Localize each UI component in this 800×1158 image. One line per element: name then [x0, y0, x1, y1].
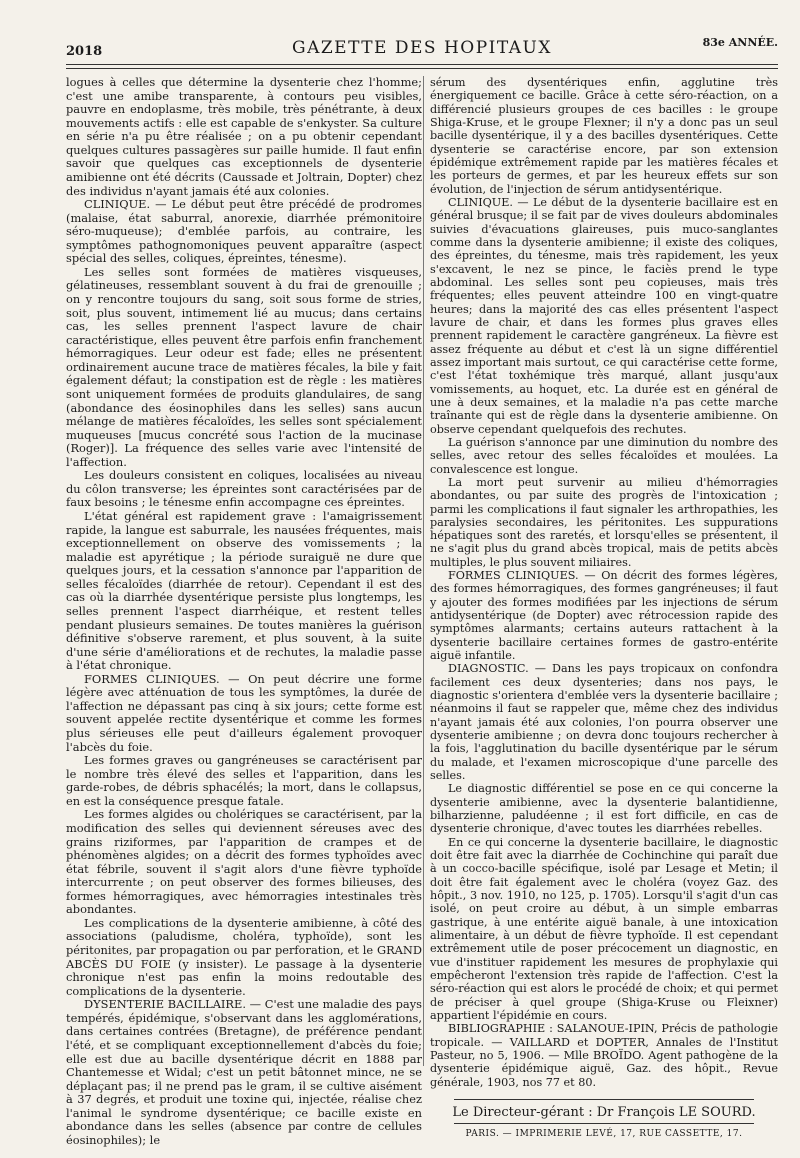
- left-column: [66, 76, 422, 1147]
- paragraph: La mort peut survenir au milieu d'hémorragies abondantes, ou par suite des progrès de l'intoxication ; parmi les complications il faut signaler les arthropathies, les paralysies secondaires, les péritonites. Les suppurations hépatiques sont des raretés, et lorsqu'elles se présentent, il ne s'agit plus du grand abcès tropical, mais de petits abcès multiples, le plus souvent miliaires.: [430, 475, 778, 569]
- paragraph: CLINIQUE. — Le début de la dysenterie bacillaire est en général brusque; il se fait par de vives douleurs abdominales suivies d'évacuations glaireuses, puis muco-sanglantes comme dans la dysenterie amibienne; il existe des coliques, des épreintes, du ténesme, mais très rapidement, les yeux s'excavent, le nez se pince, le faciès prend le type abdominal. Les selles sont peu copieuses, mais très fréquentes; elles peuvent atteindre 100 en vingt-quatre heures; dans la majorité des cas elles présentent l'aspect lavure de chair, et dans les formes plus graves elles prennent rapidement le caractère gangréneux. La fièvre est assez fréquente au début et c'est là un signe différentiel assez important mais surtout, ce qui caractérise cette forme, c'est l'état toxhémique très marqué, allant jusqu'aux vomissements, au hoquet, etc. La durée est en général de une à deux semaines, et la maladie n'a pas cette marche traînante qui est de règle dans la dysenterie amibienne. On observe cependant quelquefois des rechutes.: [430, 195, 778, 436]
- paragraph: FORMES CLINIQUES. — On décrit des formes légères, des formes hémorragiques, des formes gangréneuses; il faut y ajouter des formes modifiées par les injections de sérum antidysentérique (de Dopter) avec rétrocession rapide des symptômes alarmants; certains auteurs rattachent à la dysenterie bacillaire certaines formes de gastro-entérite aiguë infantile.: [430, 569, 778, 663]
- column-divider: [423, 76, 424, 1066]
- header-rule-bottom: [66, 68, 778, 69]
- paragraph: Le diagnostic différentiel se pose en ce qui concerne la dysenterie amibienne, avec la dysenterie balantidienne, bilharzienne, paludéenne ; il est fort difficile, en cas de dysenterie chronique, d'avec toutes les diarrhées rebelles.: [430, 782, 778, 836]
- journal-title: GAZETTE DES HOPITAUX: [291, 38, 552, 58]
- paragraph: En ce qui concerne la dysenterie bacillaire, le diagnostic doit être fait avec la diarrhée de Cochinchine qui paraît due à un cocco-bacille spécifique, isolé par Lesage et Metin; il doit être fait également avec le choléra (voyez Gaz. des hôpit., 3 nov. 1910, no 125, p. 1705). Lorsqu'il s'agit d'un cas isolé, on peut croire au début, à un simple embarras gastrique, à une entérite aiguë banale, à une intoxication alimentaire, à un début de fièvre typhoïde. Il est cependant extrêmement utile de poser précocement un diagnostic, en vue d'instituer rapidement les mesures de prophylaxie qui empêcheront l'extension très rapide de l'affection. C'est la séro-réaction qui est alors le procédé de choix; et qui permet de préciser à quel groupe (Shiga-Kruse ou Fleixner) appartient l'épidémie en cours.: [430, 835, 778, 1022]
- page-number: 2018: [66, 44, 103, 59]
- paragraph: Les formes algides ou cholériques se caractérisent, par la modification des selles qui deviennent séreuses avec des grains riziformes, par l'apparition de crampes et de phénomènes algides; on a décrit des formes typhoïdes avec état fébrile, souvent il s'agit alors d'une fièvre typhoïde intercurrente ; on peut observer des formes bilieuses, des formes hémorragiques, avec hémorragies intestinales très abondantes.: [66, 807, 422, 917]
- paragraph: L'état général est rapidement grave : l'amaigrissement rapide, la langue est saburrale, les nausées fréquentes, mais exceptionnellement on observe des vomissements ; la maladie est apyrétique ; la période suraiguë ne dure que quelques jours, et la cessation s'annonce par l'apparition de selles fécaloïdes (diarrhée de retour). Cependant il est des cas où la diarrhée dysentérique persiste plus longtemps, les selles prennent l'aspect diarrhéique, et restent telles pendant plusieurs semaines. De toutes manières la guérison définitive s'observe rarement, et plus souvent, à la suite d'une série d'améliorations et de rechutes, la maladie passe à l'état chronique.: [66, 509, 422, 673]
- right-column: [430, 76, 778, 1142]
- paragraph: CLINIQUE. — Le début peut être précédé de prodromes (malaise, état saburral, anorexie, diarrhée prémonitoire séro-muqueuse); d'emblée parfois, au contraire, les symptômes pathognomoniques peuvent apparaître (aspect spécial des selles, coliques, épreintes, ténesme).: [66, 197, 422, 266]
- paragraph: Les douleurs consistent en coliques, localisées au niveau du côlon transverse; les épreintes sont caractérisées par de faux besoins ; le ténesme enfin accompagne ces épreintes.: [66, 468, 422, 510]
- paragraph: Les complications de la dysenterie amibienne, à côté des associations (paludisme, choléra, typhoïde), sont les péritonites, par propagation ou par perforation, et le GRAND ABCÈS DU FOIE (y insister). Le passage à la dysenterie chronique n'est pas enfin la moins redoutable des complications de la dysenterie.: [66, 915, 422, 998]
- paragraph: Les formes graves ou gangréneuses se caractérisent par le nombre très élevé des selles et l'apparition, dans les garde-robes, de débris sphacélés; la mort, dans le collapsus, en est la conséquence presque fatale.: [66, 753, 422, 808]
- header-rule-top: [66, 64, 778, 65]
- signature-rule-bottom: [454, 1123, 754, 1124]
- paragraph: DIAGNOSTIC. — Dans les pays tropicaux on confondra facilement ces deux dysenteries; dans nos pays, le diagnostic s'orientera d'emblée vers la dysenterie bacillaire ; néanmoins il faut se rappeler que, même chez des individus n'ayant jamais été aux colonies, l'on pourra observer une dysenterie amibienne ; on devra donc toujours rechercher à la fois, l'agglutination du bacille dysentérique par le sérum du malade, et l'examen microscopique d'une parcelle des selles.: [430, 662, 778, 783]
- paragraph: FORMES CLINIQUES. — On peut décrire une forme légère avec atténuation de tous les symptômes, la durée de l'affection ne dépassant pas cinq à six jours; cette forme est souvent appelée rectite dysentérique et comme les formes plus sérieuses elle peut d'ailleurs également provoquer l'abcès du foie.: [66, 671, 422, 754]
- paragraph: sérum des dysentériques enfin, agglutine très énergiquement ce bacille. Grâce à cette séro-réaction, on a différencié plusieurs groupes de ces bacilles : le groupe Shiga-Kruse, et le groupe Flexner; il n'y a donc pas un seul bacille dysentérique, il y a des bacilles dysentériques. Cette dysenterie se caractérise encore, par son extension épidémique extrêmement rapide par les matières fécales et les porteurs de germes, et par les heureux effets sur son évolution, de l'injection de sérum antidysentérique.: [430, 76, 778, 196]
- bibliography: BIBLIOGRAPHIE : SALANOUE-IPIN, Précis de pathologie tropicale. — VAILLARD et DOPTER, Annales de l'Institut Pasteur, no 5, 1906. — Mlle BROÏDO. Agent pathogène de la dysenterie épidémique aiguë, Gaz. des hôpit., Revue générale, 1903, nos 77 et 80.: [430, 1022, 778, 1089]
- paragraph: logues à celles que détermine la dysenterie chez l'homme; c'est une amibe transparente, à contours peu visibles, pauvre en endoplasme, très mobile, très pénétrante, à deux mouvements actifs : elle est capable de s'enkyster. Sa culture en série n'a pu être réalisée ; on a pu obtenir cependant quelques cultures passagères sur paille humide. Il faut enfin savoir que quelques cas exceptionnels de dysenterie amibienne ont été décrits (Caussade et Joltrain, Dopter) chez des individus n'ayant jamais été aux colonies.: [66, 75, 422, 198]
- paragraph: La guérison s'annonce par une diminution du nombre des selles, avec retour des selles fécaloïdes et moulées. La convalescence est longue.: [430, 435, 778, 476]
- paragraph: Les selles sont formées de matières visqueuses, gélatineuses, ressemblant souvent à du frai de grenouille ; on y rencontre toujours du sang, soit sous forme de stries, soit, plus souvent, intimement lié au mucus; dans certains cas, les selles prennent l'aspect lavure de chair caractéristique, elles peuvent être parfois enfin franchement hémorragiques. Leur odeur est fade; elles ne présentent ordinairement aucune trace de matières fécales, la bile y fait également défaut; la constipation est de règle : les matières sont uniquement formées de produits glandulaires, de sang (abondance des éosinophiles dans les selles) sans aucun mélange de matières fécaloïdes, les selles sont spécialement muqueuses [mucus concrété sous l'action de la mucinase (Roger)]. La fréquence des selles varie avec l'intensité de l'affection.: [66, 264, 422, 469]
- page-header: [66, 36, 778, 60]
- printer-imprint: PARIS. — IMPRIMERIE LEVÉ, 17, RUE CASSETTE, 17.: [465, 1129, 743, 1140]
- volume-year: 83e ANNÉE.: [702, 36, 778, 49]
- director-signature: Le Directeur-gérant : Dr François LE SOURD.: [452, 1104, 756, 1120]
- paragraph: DYSENTERIE BACILLAIRE. — C'est une maladie des pays tempérés, épidémique, s'observant dans les agglomérations, dans certaines contrées (Bretagne), de préférence pendant l'été, et se compliquant exceptionnellement d'abcès du foie; elle est due au bacille dysentérique décrit en 1888 par Chantemesse et Widal; c'est un petit bâtonnet mince, ne se déplaçant pas; il ne prend pas le gram, il se cultive aisément à 37 degrés, et produit une toxine qui, injectée, réalise chez l'animal le syndrome dysentérique; ce bacille existe en abondance dans les selles (absence par contre de cellules éosinophiles); le: [66, 997, 422, 1147]
